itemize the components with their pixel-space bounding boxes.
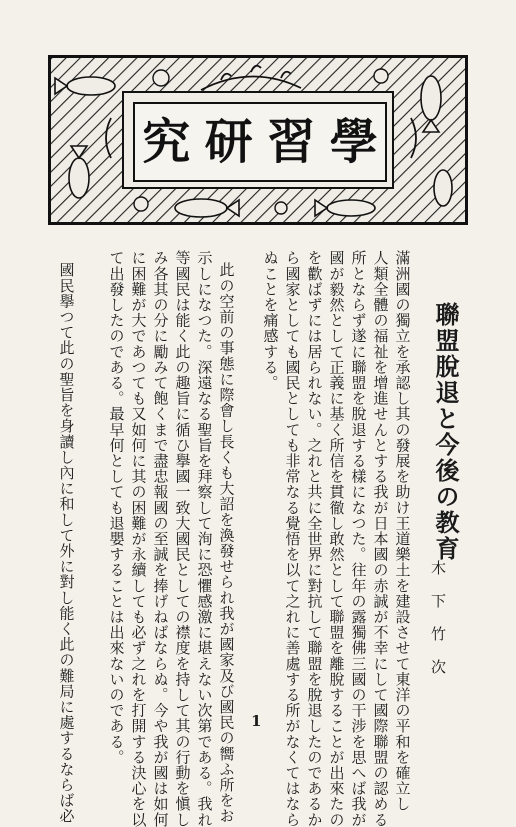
column-title-char: 研 — [204, 114, 253, 170]
text-line: ぬことを痛感する。 — [261, 250, 280, 391]
text-line: 國が毅然として正義に基く所信を貫徹し敢然として聯盟を離脫することが出來たの — [327, 250, 346, 827]
text-line: 等國民は能く此の趣旨に循ひ擧國一致大國民としての襟度を持して其の行動を愼し — [173, 250, 192, 827]
text-line: 此の空前の事態に際會し長くも大詔を渙發せられ我が國家及び國民の嚮ふ所をお — [217, 262, 236, 824]
text-line: 所とならず遂に聯盟を脫退する樣になつた。往年の露獨佛三國の干涉を思へば我が — [349, 250, 368, 827]
text-line: ら國家としても國民としても非常なる覺悟を以て之れに善處する所がなくてはなら — [283, 250, 302, 827]
article-author: 木下竹次 — [429, 560, 447, 692]
text-line: 國民擧つて此の聖旨を身讀し內に和して外に對し能く此の難局に處するならば必 — [57, 262, 76, 824]
column-title-char: 學 — [329, 114, 378, 170]
text-line: み各其の分に勵みて飽くまで盡忠報國の至誠を捧げねばならぬ。今や我が國は如何 — [151, 250, 170, 827]
header-banner — [48, 55, 468, 225]
text-line: て出發したのである。最早何としても退嬰することは出來ないのである。 — [107, 250, 126, 765]
text-line: に困難が大であつても又如何に其の困難が永續しても必ず之れを打開する決心を以 — [129, 250, 148, 827]
text-line: 示しになつた。深遠なる聖旨を拜察して洵に恐懼感激に堪えない次第である。我れ — [195, 250, 214, 827]
text-line: を歡ばずには居られない。之れと共に全世界に對抗して聯盟を脫退したのであるか — [305, 250, 324, 827]
text-line: 人類全體の福祉を增進せんとする我が日本國の赤誠が不幸にして國際聯盟の認める — [371, 250, 390, 827]
column-title-box — [133, 102, 387, 182]
article-title: 聯盟脫退と今後の教育 — [431, 302, 460, 562]
page-number: 1 — [251, 712, 262, 730]
column-title-char: 習 — [267, 114, 316, 170]
column-title-char: 究 — [142, 114, 191, 170]
text-line: 滿洲國の獨立を承認し其の發展を助け王道樂土を建設させて東洋の平和を確立し — [393, 250, 412, 812]
